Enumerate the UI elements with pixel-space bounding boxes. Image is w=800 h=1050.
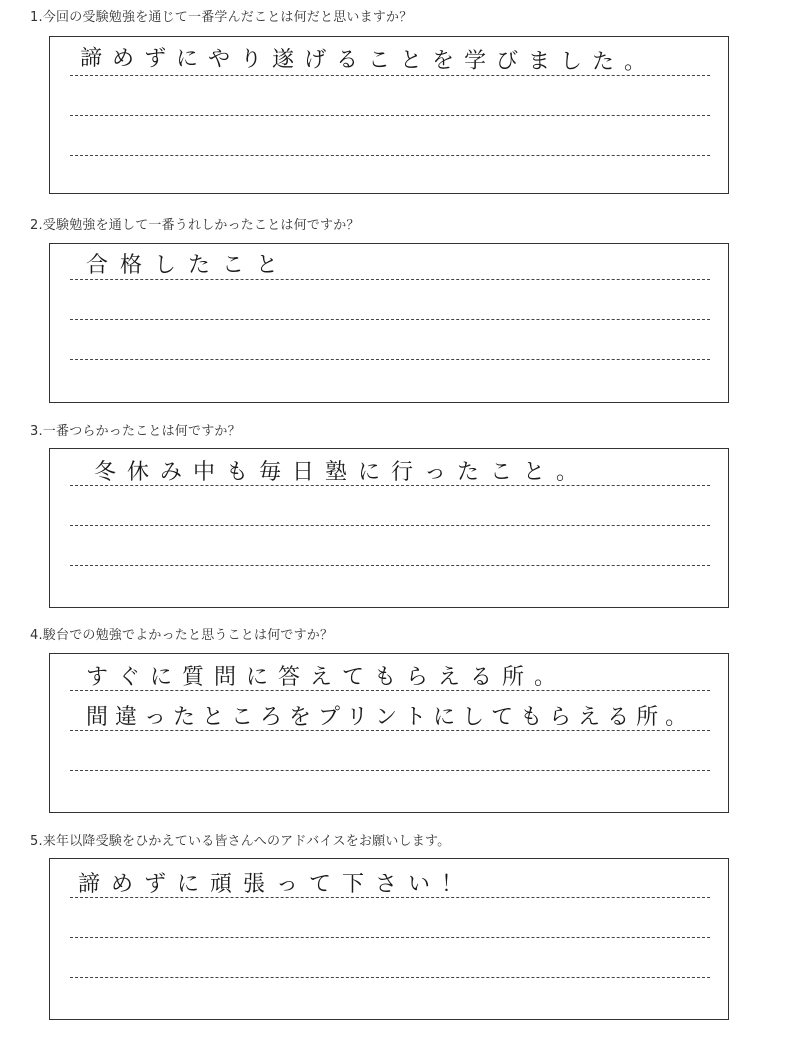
answer-box-1 bbox=[49, 36, 729, 194]
handwritten-answer: 冬休み中も毎日塾に行ったこと。 bbox=[94, 460, 590, 485]
answer-box-3 bbox=[49, 448, 729, 608]
answer-rule bbox=[70, 565, 710, 566]
answer-box-4 bbox=[49, 653, 729, 813]
handwritten-answer: 諦めずにやり遂げることを学びました。 bbox=[80, 46, 657, 76]
answer-rule bbox=[70, 319, 710, 320]
answer-rule bbox=[70, 359, 710, 360]
answer-box-2 bbox=[49, 243, 729, 403]
question-5: 5.来年以降受験をひかえている皆さんへのアドバイスをお願いします。 bbox=[30, 834, 451, 849]
question-1: 1.今回の受験勉強を通じて一番学んだことは何だと思いますか？ bbox=[30, 10, 413, 25]
answer-rule bbox=[70, 115, 710, 116]
handwritten-answer: 諦めずに頑張って下さい！ bbox=[78, 872, 475, 897]
handwritten-answer: すぐに質問に答えてもらえる所。 bbox=[86, 665, 567, 690]
answer-rule bbox=[70, 977, 710, 978]
question-2: 2.受験勉強を通して一番うれしかったことは何ですか？ bbox=[30, 218, 360, 233]
answer-rule bbox=[70, 155, 710, 156]
answer-rule bbox=[70, 279, 710, 280]
answer-box-5 bbox=[49, 858, 729, 1020]
question-3: 3.一番つらかったことは何ですか？ bbox=[30, 424, 241, 439]
answer-rule bbox=[70, 770, 710, 771]
question-4: 4.駿台での勉強でよかったと思うことは何ですか？ bbox=[30, 628, 334, 643]
handwritten-answer: 間違ったところをプリントにしてもらえる所。 bbox=[86, 705, 695, 730]
answer-rule bbox=[70, 937, 710, 938]
answer-rule bbox=[70, 525, 710, 526]
handwritten-answer: 合格したこと bbox=[86, 253, 291, 278]
